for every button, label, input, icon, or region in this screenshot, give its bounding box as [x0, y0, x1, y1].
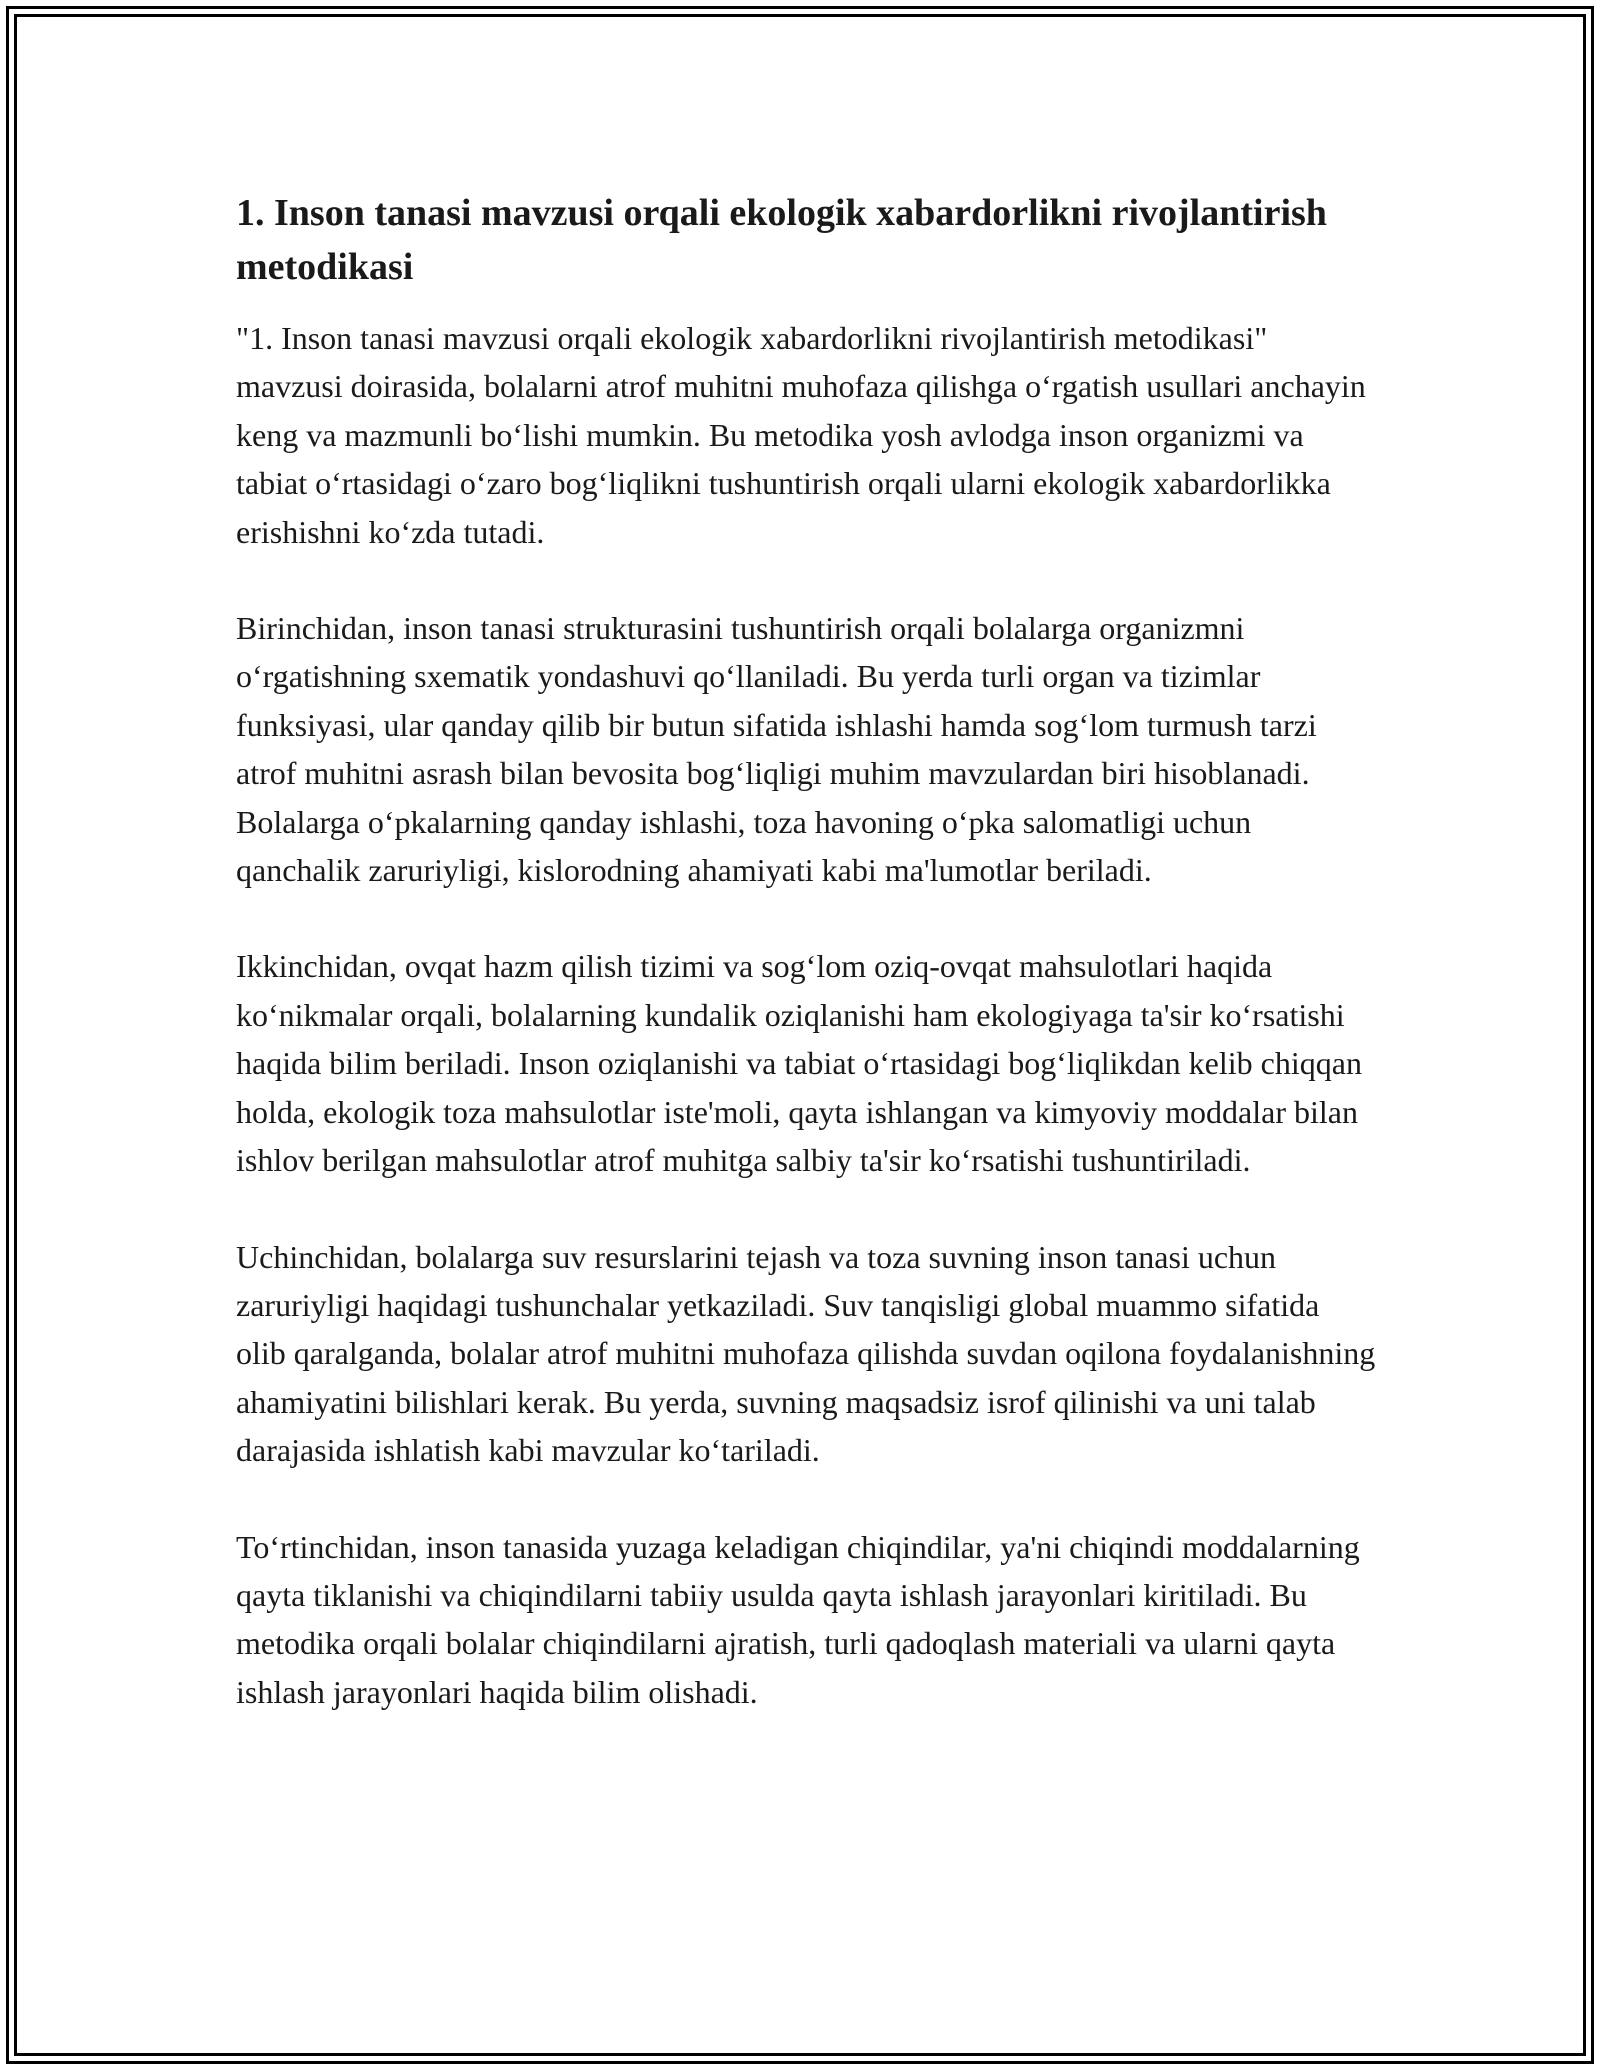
document-body: [236, 186, 1376, 1764]
paragraph-third: Uchinchidan, bolalarga suv resurslarini tejash va toza suvning inson tanasi uchun zaruriyligi haqidagi tushunchalar yetkaziladi. Suv tanqisligi global muammo sifatida olib qaralganda, bolalar atrof muhitni muhofaza qilishda suvdan oqilona foydalanishning ahamiyatini bilishlari kerak. Bu yerda, suvning maqsadsiz isrof qilinishi va uni talab darajasida ishlatish kabi mavzular ko‘tariladi.: [236, 1238, 1376, 1469]
paragraph-intro: "1. Inson tanasi mavzusi orqali ekologik xabardorlikni rivojlantirish metodikasi" mavzusi doirasida, bolalarni atrof muhitni muhofaza qilishga o‘rgatish usullari anchayin keng va mazmunli bo‘lishi mumkin. Bu metodika yosh avlodga inson organizmi va tabiat o‘rtasidagi o‘zaro bog‘liqlikni tushuntirish orqali ularni ekologik xabardorlikka erishishni ko‘zda tutadi.: [236, 320, 1366, 550]
paragraph-first: Birinchidan, inson tanasi strukturasini tushuntirish orqali bolalarga organizmni o‘rgatishning sxematik yondashuvi qo‘llaniladi. Bu yerda turli organ va tizimlar funksiyasi, ular qanday qilib bir butun sifatida ishlashi hamda sog‘lom turmush tarzi atrof muhitni asrash bilan bevosita bog‘liqligi muhim mavzulardan biri hisoblanadi. Bolalarga o‘pkalarning qanday ishlashi, toza havoning o‘pka salomatligi uchun qanchalik zaruriyligi, kislorodning ahamiyati kabi ma'lumotlar beriladi.: [236, 610, 1317, 889]
document-title: 1. Inson tanasi mavzusi orqali ekologik xabardorlikni rivojlantirish metodikasi: [236, 192, 1327, 288]
paragraph-fourth: To‘rtinchidan, inson tanasida yuzaga keladigan chiqindilar, ya'ni chiqindi moddalarning qayta tiklanishi va chiqindilarni tabiiy usulda qayta ishlash jarayonlari kiritiladi. Bu metodika orqali bolalar chiqindilarni ajratish, turli qadoqlash materiali va ularni qayta ishlash jarayonlari haqida bilim olishadi.: [236, 1528, 1360, 1710]
paragraph-second: Ikkinchidan, ovqat hazm qilish tizimi va sog‘lom oziq-ovqat mahsulotlari haqida ko‘nikmalar orqali, bolalarning kundalik oziqlanishi ham ekologiyaga ta'sir ko‘rsatishi haqida bilim beriladi. Inson oziqlanishi va tabiat o‘rtasidagi bog‘liqlikdan kelib chiqqan holda, ekologik toza mahsulotlar iste'moli, qayta ishlangan va kimyoviy moddalar bilan ishlov berilgan mahsulotlar atrof muhitga salbiy ta'sir ko‘rsatishi tushuntiriladi.: [236, 948, 1362, 1179]
